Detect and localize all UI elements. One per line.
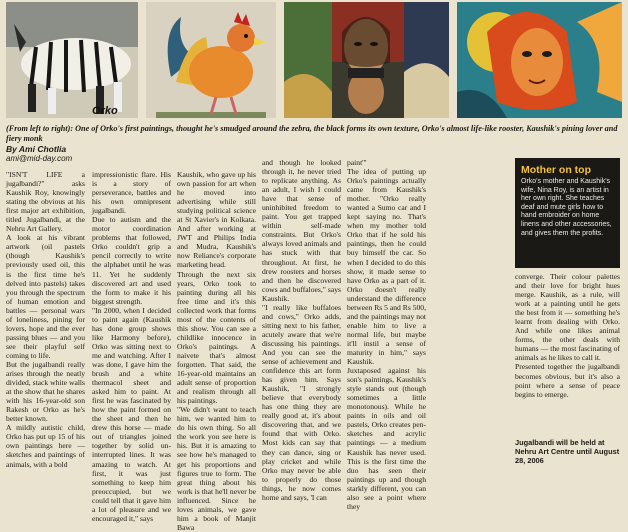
faces-painting-image [284,2,449,118]
rooster-painting-photo [146,2,276,118]
author-email: ami@mid-day.com [6,154,73,163]
article-column-2: impressionistic flare. His is a story of perseverance, battles and his own omnipresent jugalbandi. Due to autism and the motor coordination problems that followed, Orko couldn't grip a pencil correctly to write the alphabet until he was 11. Yet he suddenly discovered art and used the form to make it his biggest strength. "In 2000, when I decided to paint again (Kaushik has done group shows like Harmony before), Orko was sitting next to me and watching. After I was done, I gave him the brush and a white thermacol sheet and asked him to paint. At first he was fascinated by how the paint formed on the sheet and then he drew this horse — made out of triangles joined together by solid un-interrupted lines. It was amazing to watch. At first, it was just something to keep him preoccupied, but we could tell that it gave him a lot of pleasure and we encouraged it," says [92,170,171,523]
author-name: By Ami Chotlia [6,144,67,154]
rooster-painting-image [146,2,276,118]
sidebar-body: Orko's mother and Kaushik's wife, Nina Roy, is an artist in her own right. She teaches deaf and mute girls how to hand embroider on home linens and other accessories, and gives them the profits. [521,178,612,237]
monk-painting-photo [457,2,622,118]
article-column-6-hidden [432,158,511,486]
photo-caption: (From left to right): One of Orko's first paintings, thought he's smudged around the zebra, the black forms its own texture, Orko's almost life-like rooster, Kaushik's pining lover and fiery monk [6,124,618,143]
sidebar-title: Mother on top [521,164,591,176]
event-footnote: Jugalbandi will be held at Nehru Art Centre until August 28, 2006 [515,438,620,465]
zebra-painting-image [6,2,138,118]
article-column-5: paint'" The idea of putting up Orko's paintings actually came from Kaushik's mother. "Orko really wanted a Sumo car and I kept saying no. That's when my mother told Orko that if he sold his paintings, then he could buy himself the car. So when I decided to do this show, it made sense to have Orko as a part of it. Orko doesn't really understand the difference between Rs 5 and Rs 500, and the paintings may not enable him to live a normal life, but maybe it'll instil a sense of maturity in him," says Kaushik. Juxtaposed against his son's paintings, Kaushik's style stands out (though sometimes a little monotonous). While he paints in oils and oil pastels, Orko creates pen-sketches and acrylic paintings — a medium Kaushik has never used. This is the first time the duo has seen their paintings up and though starkly different, you can also see a point where they [347,158,426,511]
article-column-1: "ISN'T LIFE a jugalbandi?" asks Kaushik Roy, knowingly stating the obvious at his first major art exhibition, titled Jugalbandi, at the Nehru Art Gallery. A look at his vibrant artwork (oil pastels (though Kaushik's previously used oil, this is the first time he's delved into pastels) takes you through the spectrum of human emotion and battles — personal wars of loneliness, pining for lovers, hope and the ever passing blues — and you see their playful self coming to life. But the jugalbandi really arises through the neatly divided, stack white walls at the show that he shares with his 16-year-old son Rakesh or Orko as he's better known. A mildly autistic child, Orko has put up 15 of his own paintings here — sketches and paintings of animals, with a bold [6,170,85,469]
faces-painting-photo [284,2,449,118]
orko-signature: Orko [92,105,118,117]
byline [6,145,86,163]
mother-on-top-sidebar [515,158,620,268]
article-column-4: and though he looked through it, he never tried to replicate anything. As an adult, I wish I could have that sense of uninhibited freedom to paint. You get trapped within self-made constraints. But Orko's always loved animals and has stuck with that throughout. At first, he drew roosters and horses and then he discovered cows and buffaloes," says Kaushik. "I really like buffaloes and cows," Orko adds, sitting next to his father, acutely aware that we're discussing his paintings. And you can see the sense of achievement and confidence this art form has given him. Says Kaushik, "I strongly believe that everybody has one thing they are really good at, it's about discovering that, and we found that with Orko. Most kids can say that they can dance, sing or play cricket and while Orko may never be able to properly do those things, he now comes home and says, 'I can [262,158,341,502]
zebra-painting-photo [6,2,138,118]
photo-strip [6,0,622,122]
monk-painting-image [457,2,622,118]
article-column-6: converge. Their colour palettes and their love for bright hues merge. Kaushik, as a rule, will work at a painting until he gets the best from it — something he's learnt from dealing with Orko. And while one likes animal forms, the other deals with humans — the most fascinating of animals as he likes to call it. Presented together the jugalbandi becomes obvious, but it's also a point where a sense of peace begins to emerge. [515,272,620,399]
article-column-3: Kaushik, who gave up his own passion for art when he moved into advertising while still studying political science at St Xavier's in Kolkata. And after working at JWT and Philips India and Mudra, Kaushik's now Reliance's corporate marketing head. Through the next six years, Orko took to painting during all his free time and it's this collected work that forms most of the contents of this show. You can see a childlike innocence in Orko's paintings. A naivete that's almost forgotten. That said, the 16-year-old maintains an adult sense of proportion and realism through all his paintings. "We didn't want to teach him, we wanted him to do his own thing. So all the work you see here is his. But it is amazing to see how he's managed to get his proportions and figures true to form. The great thing about his work is that he'll never be influenced. Since he loves animals, we gave him a book of Manjit Bawa [177,170,256,532]
